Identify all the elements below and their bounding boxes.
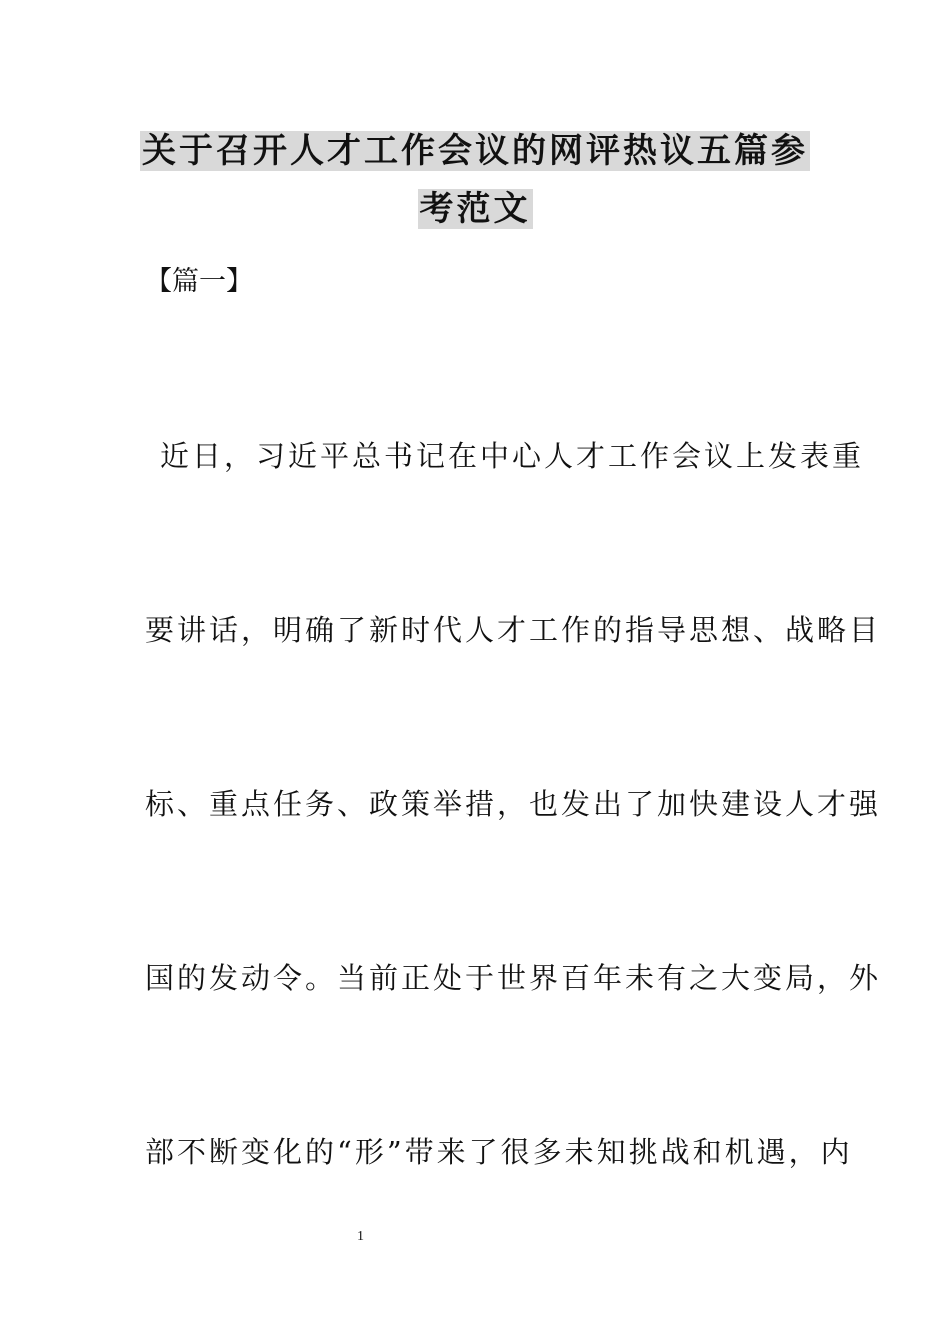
document-title-line-1 [0,128,950,174]
section-label: 【篇一】 [145,266,253,297]
paragraph-line: 标、重点任务、政策举措，也发出了加快建设人才强 [145,787,882,821]
page-number: 1 [357,1229,364,1244]
paragraph-line: 要讲话，明确了新时代人才工作的指导思想、战略目 [145,613,882,647]
paragraph-line: 部不断变化的“形”带来了很多未知挑战和机遇，内 [145,1135,853,1169]
title-text-2: 考范文 [419,189,531,229]
paragraph-line: 国的发动令。当前正处于世界百年未有之大变局，外 [145,961,882,995]
paragraph-line: 近日，习近平总书记在中心人才工作会议上发表重 [160,439,865,473]
document-title-line-2 [0,186,950,232]
title-text-1: 关于召开人才工作会议的网评热议五篇参 [142,131,808,171]
